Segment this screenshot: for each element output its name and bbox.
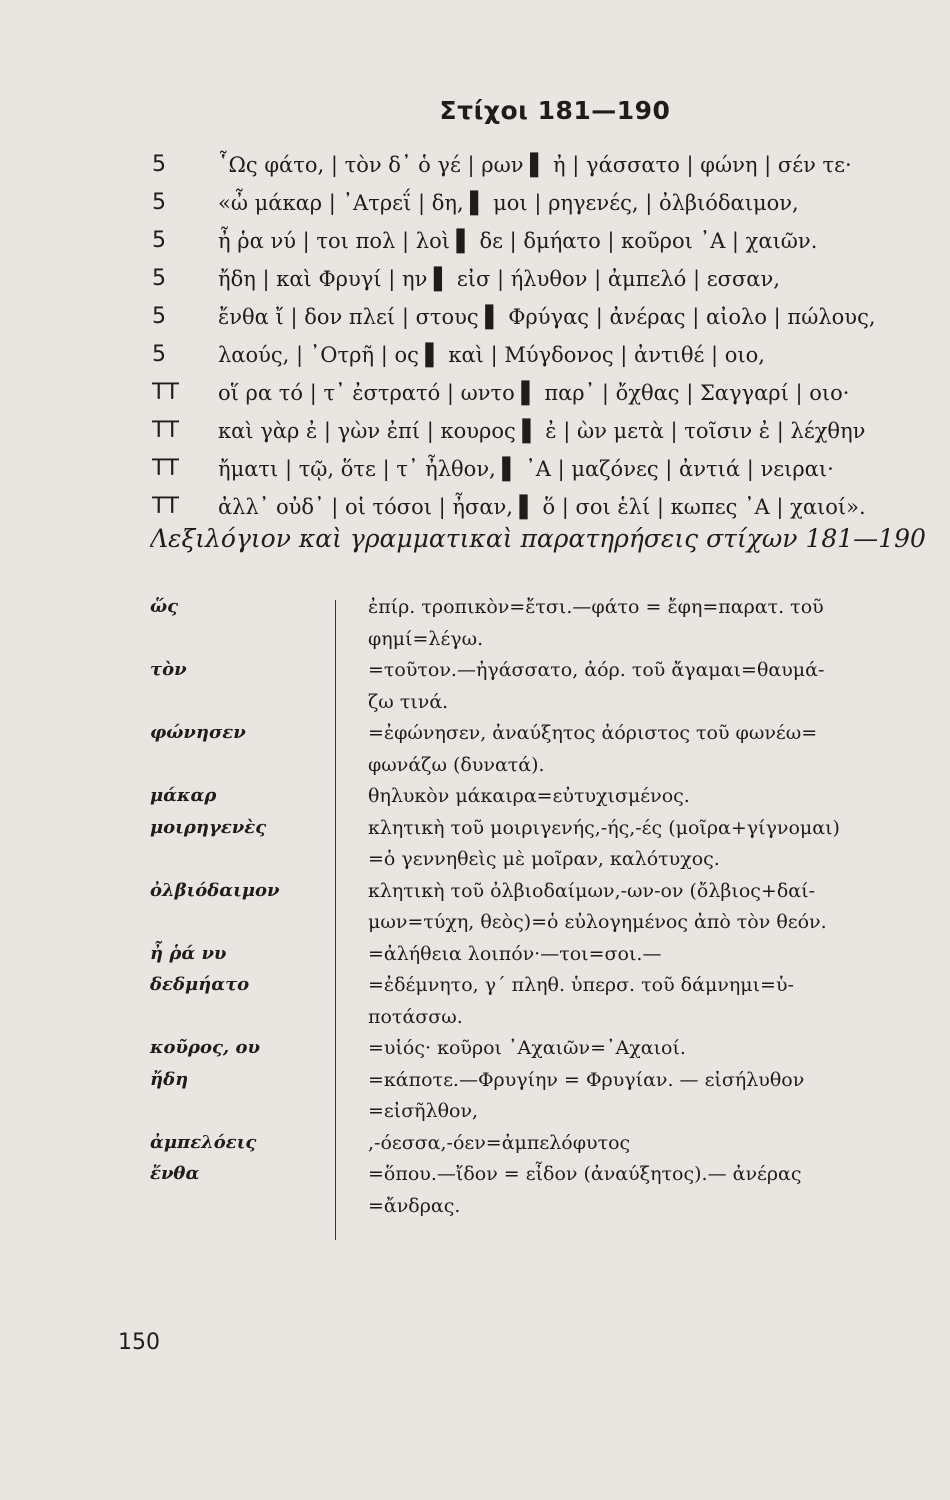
vocabulary-entry — [0, 876, 950, 908]
vocabulary-definition: φωνάζω (δυνατά). — [368, 753, 545, 776]
verse-mark: ΤΤ — [152, 418, 179, 443]
vocabulary-definition: θηλυκὸν μάκαιρα=εὐτυχισμένος. — [368, 785, 690, 807]
verse-text: ἔνθα ἴ | δον πλεί | στους ▌ Φρύγας | ἀνέρας | αἰολο | πώλους, — [218, 305, 876, 329]
vocabulary-entry — [0, 907, 950, 939]
vocabulary-definition: =ἀλήθεια λοιπόν·—τοι=σοι.— — [368, 942, 662, 965]
vocabulary-term: κοῦρος, ου — [150, 1037, 260, 1058]
vocabulary-entry — [0, 781, 950, 813]
verse-mark: 5 — [152, 152, 166, 177]
vocabulary-definition: =ἄνδρας. — [368, 1194, 461, 1217]
verse-mark: 5 — [152, 266, 166, 291]
verse-list — [0, 150, 950, 530]
vocabulary-definition: =ἐφώνησεν, ἀναύξητος ἀόριστος τοῦ φωνέω= — [368, 722, 818, 744]
verse-text: «ὦ μάκαρ | ᾽Ατρεΐ | δη, ▌ μοι | ρηγενές, | ὀλβιόδαιμον, — [218, 191, 799, 215]
vocabulary-term: μοιρηγενὲς — [150, 816, 267, 838]
vocabulary-entry — [0, 750, 950, 782]
vocabulary-definition: =κάποτε.—Φρυγίην = Φρυγίαν. — εἰσήλυθον — [368, 1068, 805, 1091]
verse-text: οἵ ρα τό | τ᾽ ἐστρατό | ωντο ▌ παρ᾽ | ὄχθας | Σαγγαρί | οιο· — [218, 381, 850, 405]
vocabulary-definition: =υἱός· κοῦροι ᾽Αχαιῶν=᾽Αχαιοί. — [368, 1037, 686, 1059]
vocabulary-term: τὸν — [150, 659, 187, 680]
verse-line — [0, 188, 950, 226]
vocabulary-entry — [0, 624, 950, 656]
verse-mark: 5 — [152, 304, 166, 329]
verse-text: ἦ ῥα νύ | τοι πολ | λοὶ ▌ δε | δμήατο | κοῦροι ᾽Α | χαιῶν. — [218, 229, 818, 253]
vocabulary-definition: ζω τινά. — [368, 690, 449, 713]
vocabulary-definition: ποτάσσω. — [368, 1005, 463, 1028]
vocabulary-definition: =τοῦτον.—ἠγάσσατο, ἀόρ. τοῦ ἄγαμαι=θαυμά- — [368, 659, 825, 681]
vocabulary-definition: =ὁ γεννηθεὶς μὲ μοῖραν, καλότυχος. — [368, 848, 720, 870]
vocabulary-entry — [0, 655, 950, 687]
vocabulary-definition: =ὅπου.—ἴδον = εἶδον (ἀναύξητος).— ἀνέρας — [368, 1163, 802, 1185]
verse-mark: ΤΤ — [152, 456, 179, 481]
verse-mark: 5 — [152, 190, 166, 215]
vocabulary-term: ἀμπελόεις — [150, 1131, 257, 1153]
vocabulary-entry — [0, 592, 950, 624]
verse-text: ἤματι | τῷ, ὅτε | τ᾽ ἦλθον, ▌ ᾽Α | μαζόνες | ἀντιά | νειραι· — [218, 457, 834, 481]
verse-mark: ΤΤ — [152, 380, 179, 405]
vocabulary-entry — [0, 1159, 950, 1191]
vocabulary-entry — [0, 1002, 950, 1034]
vocabulary-term: ἤδη — [150, 1068, 189, 1090]
vocabulary-entry — [0, 970, 950, 1002]
verse-mark: ΤΤ — [152, 494, 179, 519]
vocabulary-term: ἦ ῥά νυ — [150, 942, 227, 964]
vocabulary-definition: κλητικὴ τοῦ ὀλβιοδαίμων,-ων-ον (ὄλβιος+δαί- — [368, 879, 815, 902]
vocabulary-heading: Λεξιλόγιον καὶ γραμματικαὶ παρατηρήσεις στίχων 181—190 — [150, 524, 926, 553]
vocabulary-entry — [0, 939, 950, 971]
vocabulary-entry — [0, 1033, 950, 1065]
vocabulary-term: φώνησεν — [150, 722, 246, 743]
vocabulary-term: ἔνθα — [150, 1163, 200, 1184]
vocabulary-entry — [0, 1191, 950, 1223]
vocabulary-entry — [0, 1128, 950, 1160]
verse-text: ἀλλ᾽ οὐδ᾽ | οἱ τόσοι | ἦσαν, ▌ ὅ | σοι ἑλί | κωπες ᾽Α | χαιοί». — [218, 495, 866, 519]
verse-mark: 5 — [152, 342, 166, 367]
vocabulary-entry — [0, 687, 950, 719]
page-number: 150 — [118, 1330, 160, 1355]
verse-line — [0, 150, 950, 188]
vocabulary-definition: κλητικὴ τοῦ μοιριγενής,-ής,-ές (μοῖρα+γίγνομαι) — [368, 816, 840, 839]
vocabulary-entry — [0, 1096, 950, 1128]
verse-mark: 5 — [152, 228, 166, 253]
verse-line — [0, 416, 950, 454]
verse-line — [0, 378, 950, 416]
verse-line — [0, 340, 950, 378]
vocabulary-definition: ,-όεσσα,-όεν=ἀμπελόφυτος — [368, 1131, 631, 1154]
vocabulary-term: μάκαρ — [150, 785, 217, 806]
vocabulary-term: ὥς — [150, 596, 179, 617]
page-title: Στίχοι 181—190 — [439, 96, 671, 125]
vocabulary-definition: =ἐδέμνητο, γ΄ πληθ. ὑπερσ. τοῦ δάμνημι=ὑ- — [368, 974, 794, 996]
vocabulary-entry — [0, 844, 950, 876]
verse-text: ἤδη | καὶ Φρυγί | ην ▌ εἰσ | ήλυθον | ἀμπελό | εσσαν, — [218, 267, 780, 291]
verse-line — [0, 264, 950, 302]
verse-line — [0, 302, 950, 340]
vocabulary-entry — [0, 1065, 950, 1097]
verse-line — [0, 454, 950, 492]
vocabulary-entry — [0, 813, 950, 845]
verse-line — [0, 226, 950, 264]
vocabulary-list — [0, 592, 950, 1222]
verse-text: ῟Ως φάτο, | τὸν δ᾽ ὁ γέ | ρων ▌ ἠ | γάσσατο | φώνη | σέν τε· — [218, 153, 852, 177]
vocabulary-definition: μων=τύχη, θεὸς)=ὁ εὐλογημένος ἀπὸ τὸν θεόν. — [368, 911, 827, 933]
vocabulary-definition: φημί=λέγω. — [368, 627, 484, 650]
vocabulary-definition: =εἰσῆλθον, — [368, 1100, 479, 1122]
vocabulary-entry — [0, 718, 950, 750]
verse-text: καὶ γὰρ ἐ | γὼν ἐπί | κουρος ▌ ἐ | ὼν μετὰ | τοῖσιν ἐ | λέχθην — [218, 419, 866, 443]
verse-text: λαούς, | ᾽Οτρῆ | ος ▌ καὶ | Μύγδονος | ἀντιθέ | οιο, — [218, 343, 765, 367]
vocabulary-definition: ἐπίρ. τροπικὸν=ἔτσι.—φάτο = ἔφη=παρατ. τοῦ — [368, 596, 824, 618]
vocabulary-term: ὀλβιόδαιμον — [150, 879, 280, 901]
vocabulary-term: δεδμήατο — [150, 974, 250, 995]
